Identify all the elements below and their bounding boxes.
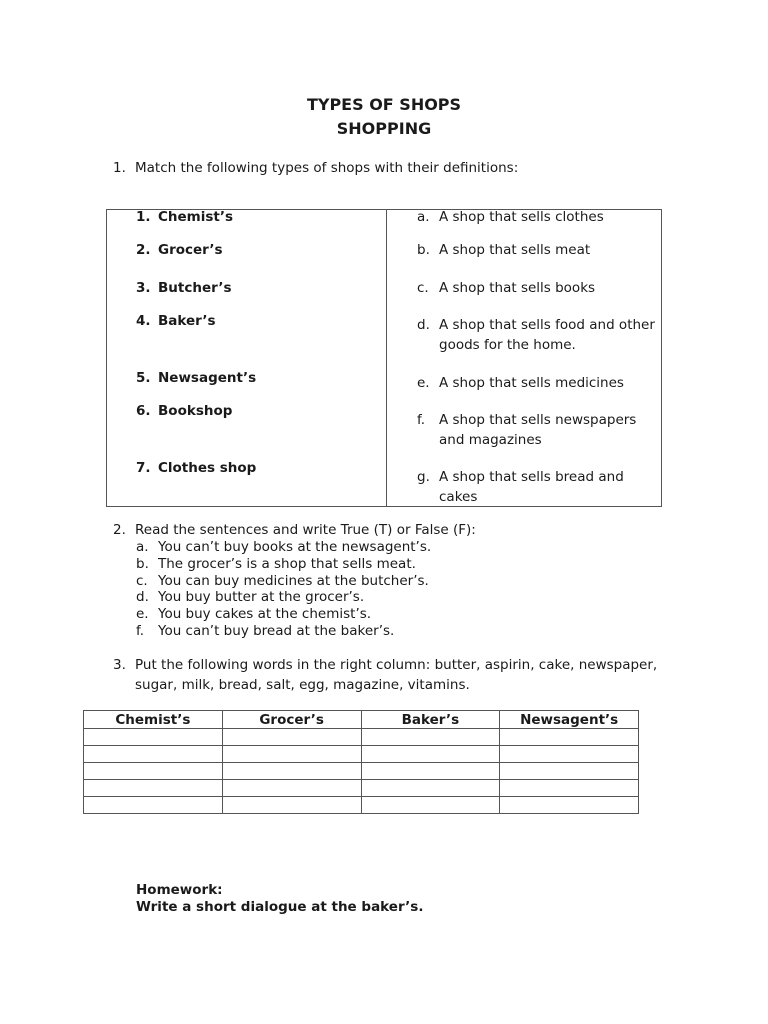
question-number: 1. xyxy=(113,160,126,176)
column-header: Grocer’s xyxy=(222,711,361,729)
homework xyxy=(136,882,423,916)
shop-item: 6. Bookshop xyxy=(136,403,233,419)
definition-item: b. A shop that sells meat xyxy=(417,242,591,258)
answer-cell[interactable] xyxy=(222,797,361,814)
statement-item: d. You buy butter at the grocer’s. xyxy=(136,589,365,606)
column-header: Chemist’s xyxy=(84,711,223,729)
definition-item: e. A shop that sells medicines xyxy=(417,375,624,391)
statement-item: e. You buy cakes at the chemist’s. xyxy=(136,606,372,623)
table-row xyxy=(84,780,639,797)
definition-item: a. A shop that sells clothes xyxy=(417,209,604,225)
question-number: 3. xyxy=(113,657,126,673)
question-1 xyxy=(113,160,518,176)
table-row xyxy=(84,729,639,746)
answer-cell[interactable] xyxy=(222,763,361,780)
answer-cell[interactable] xyxy=(361,797,500,814)
statement-item: b. The grocer’s is a shop that sells meat. xyxy=(136,555,416,572)
answer-cell[interactable] xyxy=(500,729,639,746)
table-row xyxy=(84,763,639,780)
statement-item: c. You can buy medicines at the butcher’s. xyxy=(136,572,429,589)
statement-item: a. You can’t buy books at the newsagent’s. xyxy=(136,539,432,555)
column-header: Baker’s xyxy=(361,711,500,729)
answer-cell[interactable] xyxy=(500,797,639,814)
answer-cell[interactable] xyxy=(84,797,223,814)
answer-cell[interactable] xyxy=(361,729,500,746)
question-text: Read the sentences and write True (T) or False (F): xyxy=(135,522,476,538)
question-2 xyxy=(113,522,476,538)
page-subtitle: SHOPPING xyxy=(336,119,432,138)
sorting-table xyxy=(83,710,639,814)
homework-task: Write a short dialogue at the baker’s. xyxy=(136,899,424,915)
answer-cell[interactable] xyxy=(222,780,361,797)
definition-item: d. A shop that sells food and other goods for the home. xyxy=(417,317,655,353)
answer-cell[interactable] xyxy=(500,780,639,797)
shop-item: 3. Butcher’s xyxy=(136,280,232,296)
homework-label: Homework: xyxy=(136,882,223,898)
answer-cell[interactable] xyxy=(361,780,500,797)
answer-cell[interactable] xyxy=(84,729,223,746)
statement-item: f. You can’t buy bread at the baker’s. xyxy=(136,622,395,639)
answer-cell[interactable] xyxy=(500,763,639,780)
table-row xyxy=(84,746,639,763)
answer-cell[interactable] xyxy=(361,763,500,780)
answer-cell[interactable] xyxy=(222,729,361,746)
definition-item: g. A shop that sells bread and cakes xyxy=(417,469,624,505)
question-text-line-1: Put the following words in the right column: butter, aspirin, cake, newspaper, xyxy=(135,657,658,673)
answer-cell[interactable] xyxy=(84,763,223,780)
table-row xyxy=(84,797,639,814)
question-number: 2. xyxy=(113,522,126,538)
shop-item: 5. Newsagent’s xyxy=(136,370,257,386)
shop-item: 1. Chemist’s xyxy=(136,209,234,225)
shop-item: 4. Baker’s xyxy=(136,313,216,329)
answer-cell[interactable] xyxy=(222,746,361,763)
shop-item: 7. Clothes shop xyxy=(136,460,257,476)
definition-item: c. A shop that sells books xyxy=(417,280,596,296)
column-header: Newsagent’s xyxy=(500,711,639,729)
matching-table-divider xyxy=(386,209,387,507)
definition-item: f. A shop that sells newspapers and magazines xyxy=(417,412,637,448)
question-text: Match the following types of shops with their definitions: xyxy=(135,160,519,176)
answer-cell[interactable] xyxy=(84,780,223,797)
question-3 xyxy=(113,655,657,695)
shop-item: 2. Grocer’s xyxy=(136,242,223,258)
answer-cell[interactable] xyxy=(361,746,500,763)
page-title: TYPES OF SHOPS xyxy=(306,95,462,114)
true-false-list xyxy=(136,539,431,640)
question-text-line-2: sugar, milk, bread, salt, egg, magazine, vitamins. xyxy=(135,677,470,693)
answer-cell[interactable] xyxy=(84,746,223,763)
answer-cell[interactable] xyxy=(500,746,639,763)
